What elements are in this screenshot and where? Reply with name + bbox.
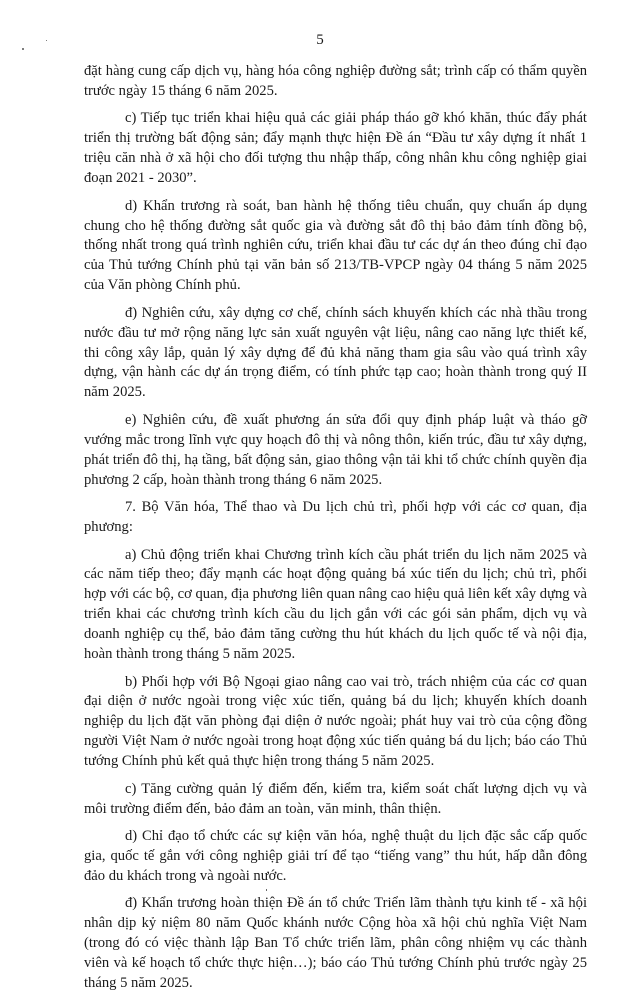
paragraph-item-e: e) Nghiên cứu, đề xuất phương án sửa đổi quy định pháp luật và tháo gỡ vướng mắc trong lĩnh vực quy hoạch đô thị và nông thôn, kiến trúc, đầu tư xây dựng, phát triển đô thị, hạ tầng, bất động sản, giao thông vận tải khi tổ chức chính quyền địa phương 2 cấp, hoàn thành trong tháng 6 năm 2025. (84, 411, 587, 488)
paragraph-item-c-2: c) Tăng cường quản lý điểm đến, kiểm tra, kiểm soát chất lượng dịch vụ và môi trường điểm đến, bảo đảm an toàn, văn minh, thân thiện. (84, 780, 587, 817)
paragraph-item-c: c) Tiếp tục triển khai hiệu quả các giải pháp tháo gỡ khó khăn, thúc đẩy phát triển thị trường bất động sản; đẩy mạnh thực hiện Đề án “Đầu tư xây dựng ít nhất 1 triệu căn nhà ở xã hội cho đối tượng thu nhập thấp, công nhân khu công nghiệp giai đoạn 2021 - 2030”. (84, 110, 587, 187)
paragraph-item-d-2: d) Chỉ đạo tổ chức các sự kiện văn hóa, nghệ thuật du lịch đặc sắc cấp quốc gia, quốc tế gắn với công nghiệp giải trí để tạo “tiếng vang” thu hút, hấp dẫn đông đảo du khách trong và ngoài nước. (84, 828, 587, 884)
document-body (84, 62, 587, 1002)
paragraph-item-d: d) Khẩn trương rà soát, ban hành hệ thống tiêu chuẩn, quy chuẩn áp dụng chung cho hệ thống đường sắt quốc gia và đường sắt đô thị bảo đảm tính đồng bộ, thống nhất trong quá trình nghiên cứu, triển khai đầu tư các dự án theo đúng chỉ đạo của Thủ tướng Chính phủ tại văn bản số 213/TB-VPCP ngày 04 tháng 5 năm 2025 của Văn phòng Chính phủ. (84, 197, 587, 294)
page-number: 5 (316, 32, 324, 48)
paragraph-continuation: đặt hàng cung cấp dịch vụ, hàng hóa công nghiệp đường sắt; trình cấp có thẩm quyền trước ngày 15 tháng 6 năm 2025. (84, 63, 587, 99)
paragraph-item-a: a) Chủ động triển khai Chương trình kích cầu phát triển du lịch năm 2025 và các năm tiếp theo; đẩy mạnh các hoạt động quảng bá xúc tiến du lịch; chủ trì, phối hợp với các bộ, cơ quan, địa phương liên quan nâng cao hiệu quả liên kết xây dựng và triển khai các chương trình kích cầu du lịch gắn với các gói sản phẩm, dịch vụ và doanh nghiệp cụ thể, bảo đảm tăng cường thu hút khách du lịch quốc tế và nội địa, hoàn thành trong tháng 5 năm 2025. (84, 546, 588, 663)
section-heading-7: 7. Bộ Văn hóa, Thể thao và Du lịch chủ trì, phối hợp với các cơ quan, địa phương: (84, 499, 587, 535)
paragraph-item-b: b) Phối hợp với Bộ Ngoại giao nâng cao vai trò, trách nhiệm của các cơ quan đại diện ở nước ngoài trong việc xúc tiến, quảng bá du lịch; khuyến khích doanh nghiệp du lịch đặt văn phòng đại diện ở nước ngoài; phát huy vai trò của cộng đồng người Việt Nam ở nước ngoài trong hoạt động xúc tiến quảng bá du lịch; báo cáo Thủ tướng Chính phủ kết quả thực hiện trong tháng 5 năm 2025. (84, 673, 587, 770)
paragraph-item-dd-2: đ) Khẩn trương hoàn thiện Đề án tổ chức Triển lãm thành tựu kinh tế - xã hội nhân dịp kỷ niệm 80 năm Quốc khánh nước Cộng hòa xã hội chủ nghĩa Việt Nam (trong đó có việc thành lập Ban Tổ chức triển lãm, phân công nhiệm vụ các thành viên và kế hoạch tổ chức thực hiện…); báo cáo Thủ tướng Chính phủ trước ngày 25 tháng 5 năm 2025. (84, 895, 587, 991)
paragraph-item-dd: đ) Nghiên cứu, xây dựng cơ chế, chính sách khuyến khích các nhà thầu trong nước đầu tư mở rộng năng lực sản xuất nguyên vật liệu, nâng cao năng lực thiết kế, thi công xây lắp, quản lý xây dựng để đủ khả năng tham gia sâu vào quá trình xây dựng, vận hành các dự án trọng điểm, có tính phức tạp cao; hoàn thành trong quý II năm 2025. (84, 304, 587, 401)
